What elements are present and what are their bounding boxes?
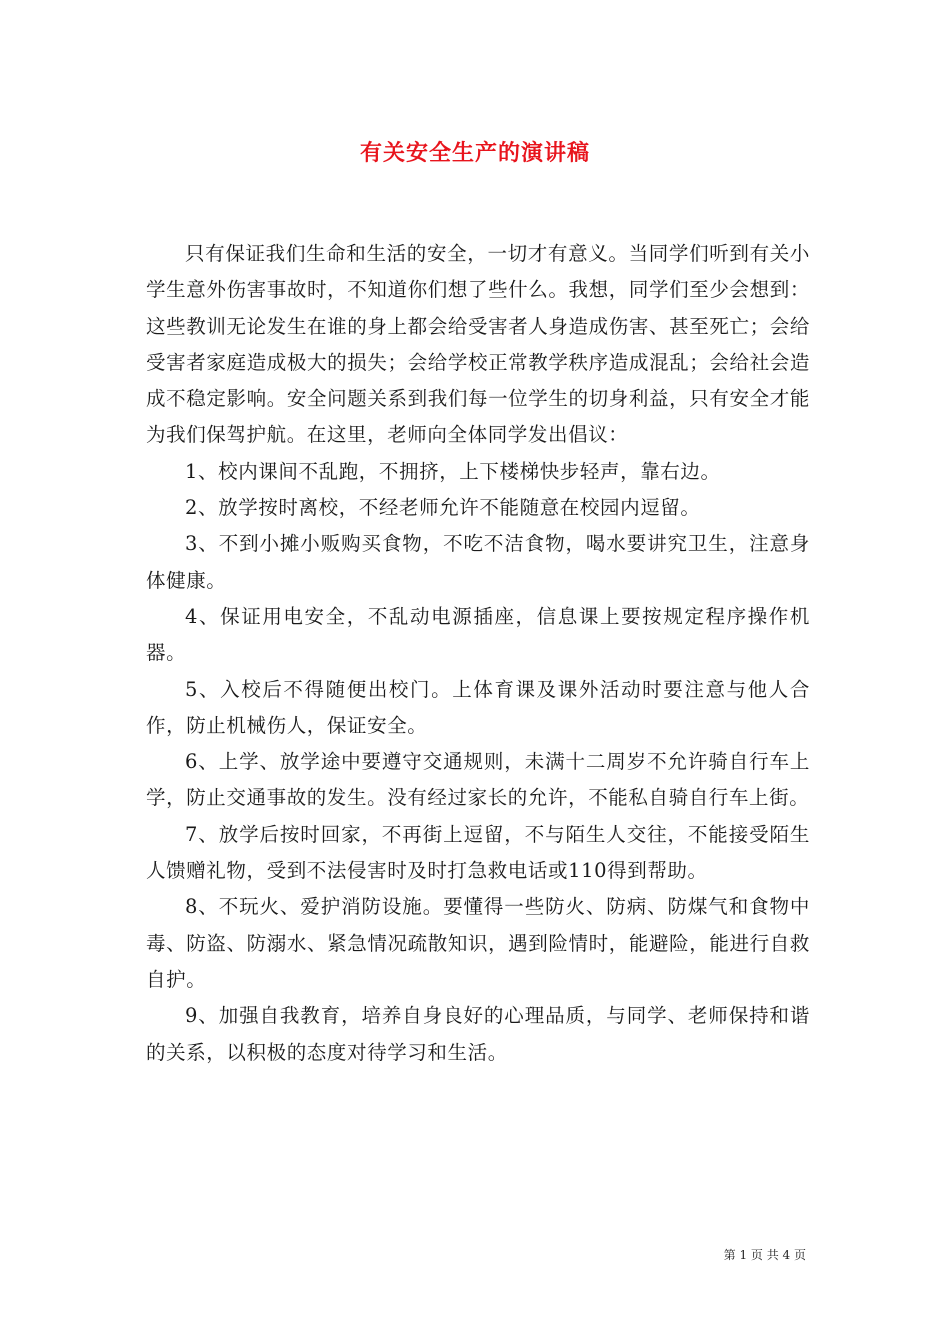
list-item: 4、保证用电安全，不乱动电源插座，信息课上要按规定程序操作机器。 [146,604,810,665]
list-item: 6、上学、放学途中要遵守交通规则，未满十二周岁不允许骑自行车上学，防止交通事故的发生。没有经过家长的允许，不能私自骑自行车上街。 [146,750,810,810]
document-body [146,236,810,1071]
intro-paragraph: 只有保证我们生命和生活的安全，一切才有意义。当同学们听到有关小学生意外伤害事故时，不知道你们想了些什么。我想，同学们至少会想到：这些教训无论发生在谁的身上都会给受害者人身造成伤害、甚至死亡；会给受害者家庭造成极大的损失；会给学校正常教学秩序造成混乱；会给社会造成不稳定影响。安全问题关系到我们每一位学生的切身利益，只有安全才能为我们保驾护航。在这里，老师向全体同学发出倡议： [146,242,810,447]
document-title: 有关安全生产的演讲稿 [359,140,590,166]
list-item: 2、放学按时离校，不经老师允许不能随意在校园内逗留。 [185,496,701,520]
list-item: 7、放学后按时回家，不再街上逗留，不与陌生人交往，不能接受陌生人馈赠礼物，受到不法侵害时及时打急救电话或110得到帮助。 [146,822,810,883]
list-item: 1、校内课间不乱跑，不拥挤，上下楼梯快步轻声，靠右边。 [185,459,721,483]
page-number: 第 1 页 共 4 页 [723,1248,806,1262]
list-item: 5、入校后不得随便出校门。上体育课及课外活动时要注意与他人合作，防止机械伤人，保证安全。 [146,677,810,737]
list-item: 3、不到小摊小贩购买食物，不吃不洁食物，喝水要讲究卫生，注意身体健康。 [146,532,810,592]
list-item: 9、加强自我教育，培养自身良好的心理品质，与同学、老师保持和谐的关系，以积极的态度对待学习和生活。 [146,1004,810,1064]
list-item: 8、不玩火、爱护消防设施。要懂得一些防火、防病、防煤气和食物中毒、防盗、防溺水、紧急情况疏散知识，遇到险情时，能避险，能进行自救自护。 [146,895,810,991]
